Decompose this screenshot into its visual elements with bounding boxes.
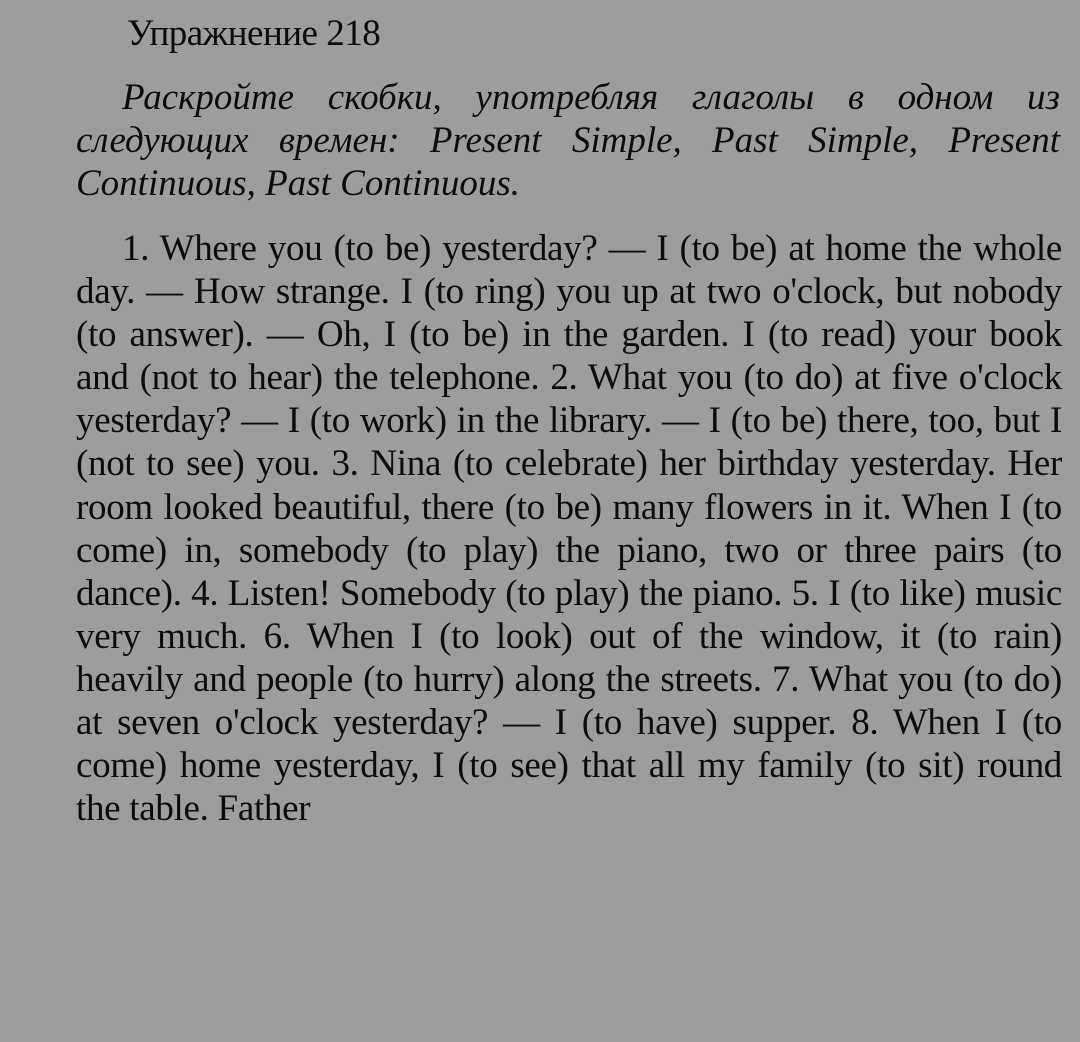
exercise-instructions: Раскройте скобки, употребляя глаголы в одном из следующих времен: Present Simple, Past Simple, Present Continuous, Past Continuous. xyxy=(76,77,1060,204)
exercise-title: Упражнение 218 xyxy=(127,13,381,54)
exercise-text: 1. Where you (to be) yesterday? — I (to be) at home the whole day. — How strange. I (to ring) you up at two o'clock, but nobody (to answer). — Oh, I (to be) in the garden. I (to read) your book and (not to hear) the telephone. 2. What you (to do) at five o'clock yesterday? — I (to work) in the library. — I (to be) there, too, but I (not to see) you. 3. Nina (to celebrate) her birthday yesterday. Her room looked beautiful, there (to be) many flowers in it. When I (to come) in, somebody (to play) the piano, two or three pairs (to dance). 4. Listen! Somebody (to play) the piano. 5. I (to like) music very much. 6. When I (to look) out of the window, it (to rain) heavily and people (to hurry) along the streets. 7. What you (to do) at seven o'clock yesterday? — I (to have) supper. 8. When I (to come) home yesterday, I (to see) that all my family (to sit) round the table. Father xyxy=(76,228,1062,830)
